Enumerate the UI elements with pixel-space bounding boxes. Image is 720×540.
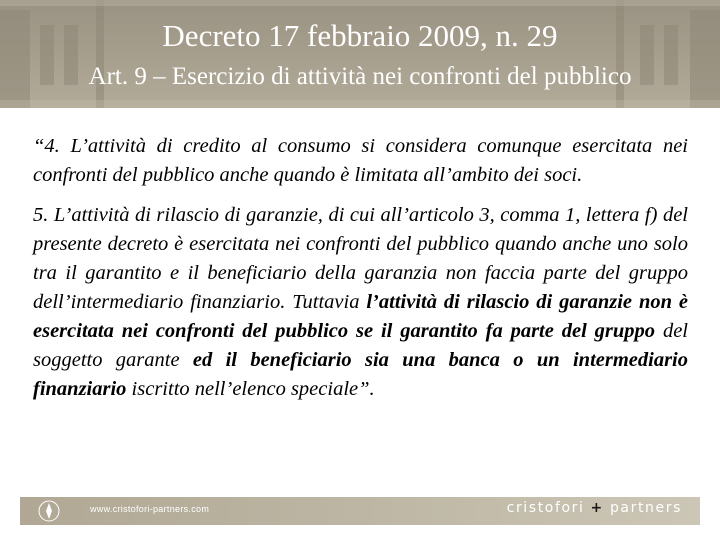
website-link[interactable]: www.cristofori-partners.com (90, 504, 210, 514)
paragraph-5 (33, 201, 688, 404)
brand-plus: + (590, 500, 604, 516)
footer-bar (20, 497, 700, 525)
paragraph-5-end: iscritto nell’elenco speciale”. (126, 378, 375, 400)
paragraph-5-intro: 5. L’attività di rilascio di garanzie, di cui all’articolo 3, comma 1, lettera f) del presente decreto è esercitata nei confronti del pubblico quando anche uno solo tra il garantito e il beneficiario della garanzia non faccia parte del gruppo dell’intermediario finanziario. Tuttavia (33, 204, 688, 313)
article-body (33, 132, 688, 415)
firm-logo-icon (38, 500, 60, 522)
paragraph-5-bold-2: ed il beneficiario sia una banca o un intermediario finanziario (33, 349, 688, 400)
paragraph-4: “4. L’attività di credito al consumo si considera comunque esercitata nei confronti del pubblico anche quando è limitata all’ambito dei soci. (33, 135, 688, 186)
header-banner (0, 0, 720, 108)
paragraph-5-middle: del soggetto garante (33, 320, 688, 371)
paragraph-5-bold-1: l’attività di rilascio di garanzie non è esercitata nei confronti del pubblico se il garantito fa parte del gruppo (33, 291, 689, 342)
brand-name (507, 500, 682, 516)
brand-name-right: partners (603, 500, 682, 516)
page-title: Decreto 17 febbraio 2009, n. 29 (162, 18, 558, 53)
brand-name-left: cristofori (506, 500, 591, 516)
page-subtitle: Art. 9 – Esercizio di attività nei confronti del pubblico (88, 63, 632, 90)
